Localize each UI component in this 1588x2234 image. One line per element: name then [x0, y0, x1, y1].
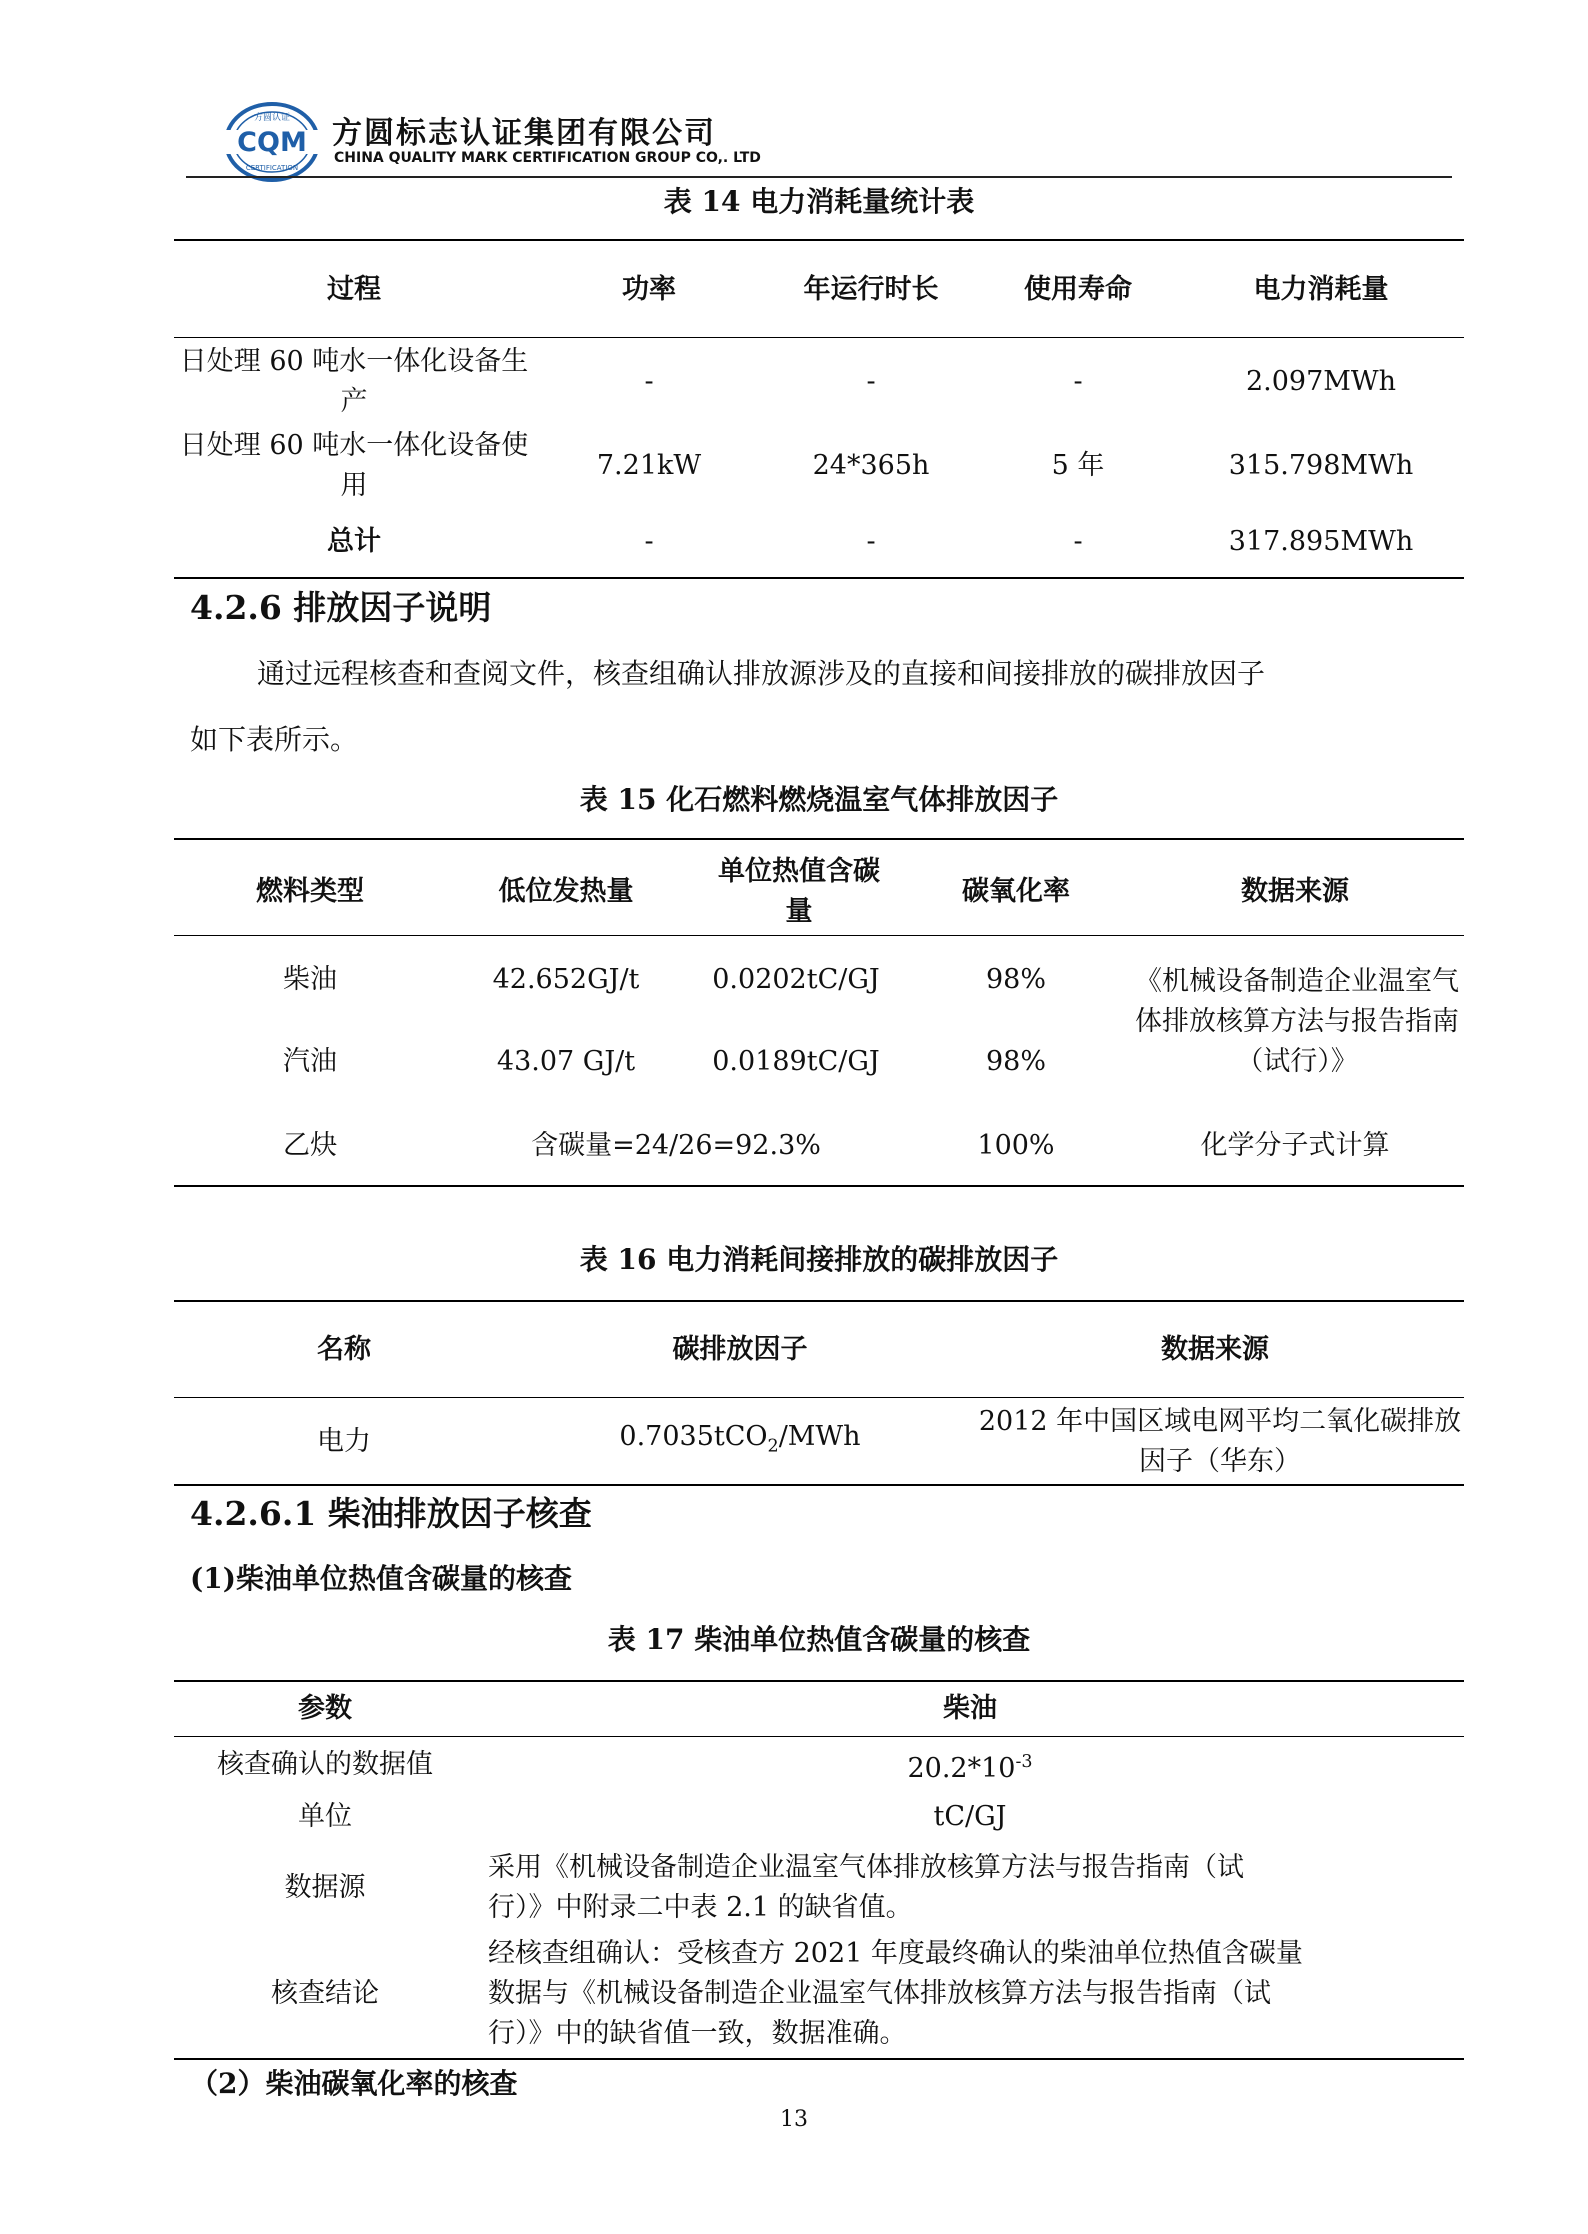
t14-header-cell: 功率	[622, 274, 676, 305]
t15-header-cell: 单位热值含碳量	[718, 856, 880, 927]
t14-header-cell: 电力消耗量	[1253, 274, 1389, 305]
subheading: （2）柴油碳氧化率的核查	[190, 2067, 518, 2100]
t14-cell: -	[866, 366, 876, 397]
header-rule	[186, 176, 1452, 178]
t17-value: tC/GJ	[933, 1801, 1007, 1832]
t17-label: 单位	[298, 1801, 352, 1832]
t14-cell: -	[644, 526, 654, 557]
t14-cell: 315.798MWh	[1228, 450, 1414, 481]
t16-factor-cell	[514, 1402, 966, 1482]
t17-value-base: 20.2*10	[907, 1752, 1016, 1784]
t14-cell: 2.097MWh	[1245, 366, 1397, 397]
t15-cell: 42.652GJ/t	[492, 964, 640, 995]
table15-caption: 表 15 化石燃料燃烧温室气体排放因子	[579, 783, 1059, 816]
t16-factor-suffix: /MWh	[778, 1421, 861, 1453]
t14-header-cell: 使用寿命	[1024, 274, 1132, 305]
t17-text-line: 行）》中附录二中表 2.1 的缺省值。	[488, 1892, 913, 1923]
t14-cell: -	[1073, 526, 1083, 557]
table17-caption: 表 17 柴油单位热值含碳量的核查	[607, 1623, 1031, 1656]
t14-cell: 24*365h	[812, 450, 930, 481]
t15-source-merged: 《机械设备制造企业温室气体排放核算方法与报告指南（试行）》	[1135, 966, 1459, 1077]
t15-cell: 含碳量=24/26=92.3%	[531, 1130, 821, 1161]
t15-header-cell: 碳氧化率	[962, 876, 1070, 907]
paragraph-line: 通过远程核查和查阅文件，核查组确认排放源涉及的直接和间接排放的碳排放因子	[257, 657, 1266, 690]
logo-ring-bottom: CERTIFICATION	[245, 164, 299, 172]
t14-header-cell: 过程	[327, 274, 381, 305]
t15-header-cell: 数据来源	[1241, 876, 1349, 907]
t17-text-line: 经核查组确认：受核查方 2021 年度最终确认的柴油单位热值含碳量	[488, 1938, 1303, 1969]
t15-cell: 0.0202tC/GJ	[712, 964, 880, 995]
t14-cell: -	[866, 526, 876, 557]
t14-cell: 日处理 60 吨水一体化设备使用	[179, 430, 529, 501]
t14-header-cell: 年运行时长	[803, 274, 939, 305]
t17-value	[488, 1846, 1464, 1930]
t16-cell: 2012 年中国区域电网平均二氧化碳排放因子（华东）	[978, 1406, 1462, 1477]
t15-cell: 0.0189tC/GJ	[712, 1046, 880, 1077]
section-heading-4-2-6-1: 4.2.6.1 柴油排放因子核查	[190, 1494, 592, 1533]
t15-cell: 43.07 GJ/t	[496, 1046, 636, 1077]
t14-cell: -	[644, 366, 654, 397]
t16-cell: 电力	[317, 1426, 371, 1457]
t15-cell: 98%	[985, 1046, 1046, 1077]
section-heading-4-2-6: 4.2.6 排放因子说明	[190, 588, 492, 627]
t15-header-cell: 低位发热量	[498, 876, 634, 907]
logo-text: CQM	[237, 127, 307, 158]
t17-text-line: 采用《机械设备制造企业温室气体排放核算方法与报告指南（试	[488, 1852, 1244, 1883]
t17-header-cell: 柴油	[943, 1693, 997, 1724]
subheading: (1)柴油单位热值含碳量的核查	[190, 1562, 572, 1595]
t15-cell: 柴油	[283, 964, 337, 995]
table14-caption: 表 14 电力消耗量统计表	[663, 185, 975, 218]
table16-caption: 表 16 电力消耗间接排放的碳排放因子	[579, 1243, 1059, 1276]
t16-header-cell: 名称	[317, 1334, 371, 1365]
company-name-en: CHINA QUALITY MARK CERTIFICATION GROUP CO,. LTD	[334, 150, 761, 166]
page-number: 13	[780, 2107, 808, 2132]
t17-label: 数据源	[284, 1872, 366, 1903]
t14-cell: 7.21kW	[596, 450, 702, 481]
t15-header-cell: 燃料类型	[256, 876, 364, 907]
t15-cell: 化学分子式计算	[1200, 1130, 1390, 1161]
logo-ring-top: 方圆认证	[253, 113, 291, 123]
t17-value	[488, 1932, 1464, 2056]
t16-factor-prefix: 0.7035tCO	[619, 1421, 768, 1453]
t17-value-cell	[476, 1740, 1464, 1790]
t15-cell: 乙炔	[283, 1130, 337, 1161]
t15-cell: 100%	[977, 1130, 1055, 1161]
t16-header-cell: 碳排放因子	[672, 1334, 808, 1365]
t15-cell: 汽油	[283, 1046, 337, 1077]
t17-label: 核查结论	[271, 1978, 379, 2009]
t14-cell: 日处理 60 吨水一体化设备生产	[179, 346, 529, 417]
t17-value-exp: -3	[1015, 1751, 1033, 1772]
t17-text-line: 行）》中的缺省值一致，数据准确。	[488, 2018, 907, 2049]
t17-header-cell: 参数	[298, 1693, 352, 1724]
t16-header-cell: 数据来源	[1161, 1334, 1269, 1365]
t14-cell: -	[1073, 366, 1083, 397]
t15-cell: 98%	[985, 964, 1046, 995]
t14-cell: 5 年	[1051, 450, 1105, 481]
t17-text-line: 数据与《机械设备制造企业温室气体排放核算方法与报告指南（试	[488, 1978, 1271, 2009]
t14-cell: 总计	[327, 526, 381, 557]
paragraph-line: 如下表所示。	[190, 723, 359, 756]
company-name-cn: 方圆标志认证集团有限公司	[332, 116, 716, 151]
t16-factor-sub: 2	[767, 1436, 779, 1457]
t14-cell: 317.895MWh	[1228, 526, 1414, 557]
t17-label: 核查确认的数据值	[217, 1749, 433, 1780]
cqm-logo	[222, 100, 322, 184]
